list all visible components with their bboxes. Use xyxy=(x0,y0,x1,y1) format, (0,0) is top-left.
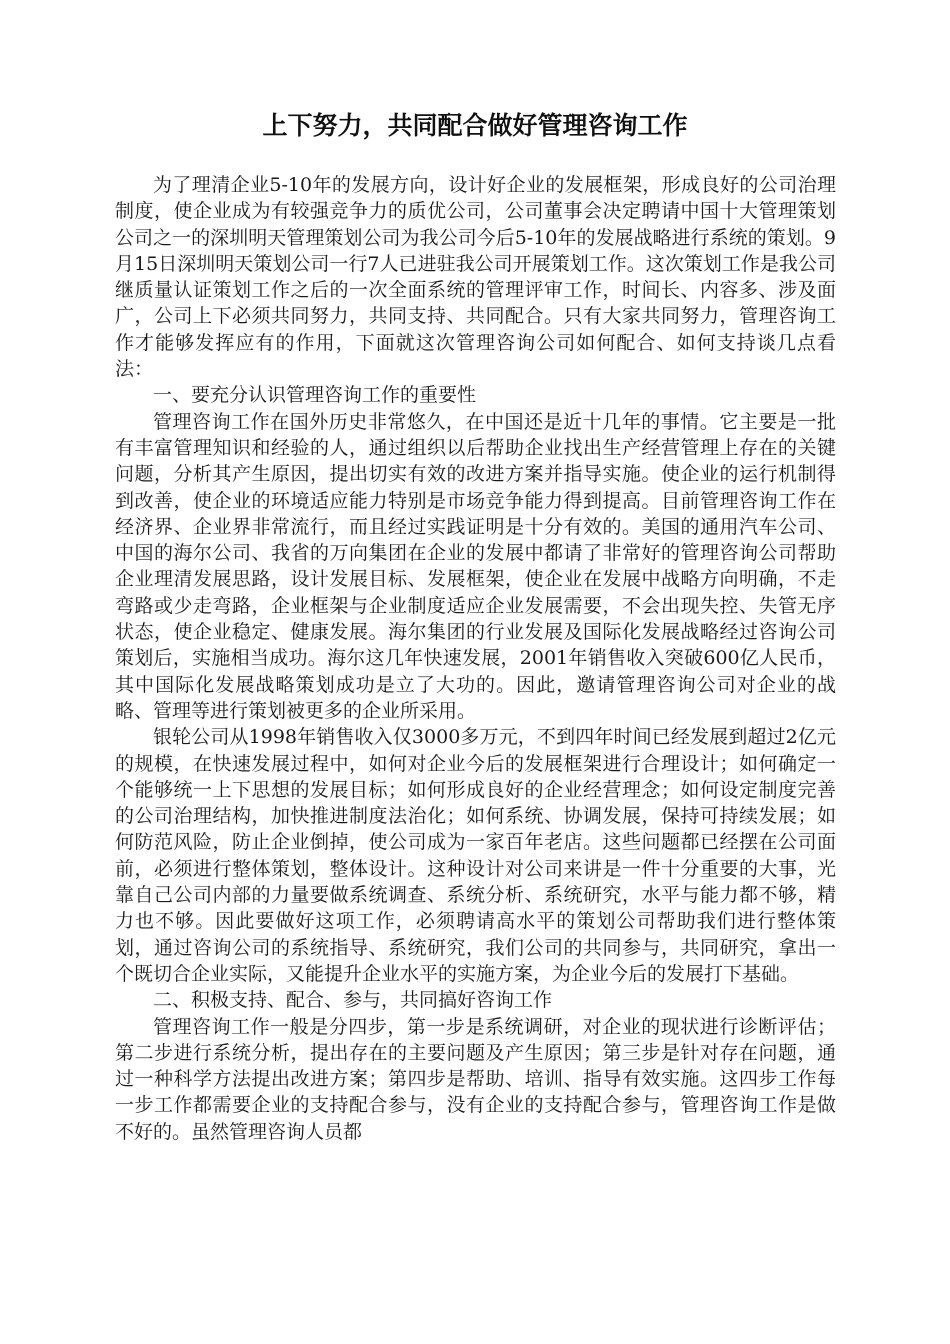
body-paragraph: 银轮公司从1998年销售收入仅3000多万元，不到四年时间已经发展到超过2亿元的规模，在快速发展过程中，如何对企业今后的发展框架进行合理设计；如何确定一个能够统一上下思想的发展目标；如何形成良好的企业经营理念；如何设定制度完善的公司治理结构，加快推进制度法治化；如何系统、协调发展，保持可持续发展；如何防范风险，防止企业倒掉，使公司成为一家百年老店。这些问题都已经摆在公司面前，必须进行整体策划，整体设计。这种设计对公司来讲是一件十分重要的大事，光靠自己公司内部的力量要做系统调查、系统分析、系统研究，水平与能力都不够，精力也不够。因此要做好这项工作，必须聘请高水平的策划公司帮助我们进行整体策划，通过咨询公司的系统指导、系统研究，我们公司的共同参与，共同研究，拿出一个既切合企业实际，又能提升企业水平的实施方案，为企业今后的发展打下基础。 xyxy=(115,726,836,985)
document-title: 上下努力，共同配合做好管理咨询工作 xyxy=(262,111,688,140)
section-heading-2: 二、积极支持、配合、参与，共同搞好咨询工作 xyxy=(153,989,553,1012)
document-body xyxy=(115,172,836,1145)
body-paragraph: 管理咨询工作在国外历史非常悠久，在中国还是近十几年的事情。它主要是一批有丰富管理知识和经验的人，通过组织以后帮助企业找出生产经营管理上存在的关键问题，分析其产生原因，提出切实有效的改进方案并指导实施。使企业的运行机制得到改善，使企业的环境适应能力特别是市场竞争能力得到提高。目前管理咨询工作在经济界、企业界非常流行，而且经过实践证明是十分有效的。美国的通用汽车公司、中国的海尔公司、我省的万向集团在企业的发展中都请了非常好的管理咨询公司帮助企业理清发展思路，设计发展目标、发展框架，使企业在发展中战略方向明确，不走弯路或少走弯路，企业框架与企业制度适应企业发展需要，不会出现失控、失管无序状态，使企业稳定、健康发展。海尔集团的行业发展及国际化发展战略经过咨询公司策划后，实施相当成功。海尔这几年快速发展，2001年销售收入突破600亿人民币，其中国际化发展战略策划成功是立了大功的。因此，邀请管理咨询公司对企业的战略、管理等进行策划被更多的企业所采用。 xyxy=(115,410,836,722)
body-paragraph: 管理咨询工作一般是分四步，第一步是系统调研，对企业的现状进行诊断评估；第二步进行系统分析，提出存在的主要问题及产生原因；第三步是针对存在问题，通过一种科学方法提出改进方案；第四步是帮助、培训、指导有效实施。这四步工作每一步工作都需要企业的支持配合参与，没有企业的支持配合参与，管理咨询工作是做不好的。虽然管理咨询人员都 xyxy=(115,1015,836,1143)
section-heading-1: 一、要充分认识管理咨询工作的重要性 xyxy=(153,384,477,407)
intro-paragraph: 为了理清企业5-10年的发展方向，设计好企业的发展框架，形成良好的公司治理制度，使企业成为有较强竞争力的质优公司，公司董事会决定聘请中国十大管理策划公司之一的深圳明天管理策划公司为我公司今后5-10年的发展战略进行系统的策划。9月15日深圳明天策划公司一行7人已进驻我公司开展策划工作。这次策划工作是我公司继质量认证策划工作之后的一次全面系统的管理评审工作，时间长、内容多、涉及面广，公司上下必须共同努力，共同支持、共同配合。只有大家共同努力，管理咨询工作才能够发挥应有的作用，下面就这次管理咨询公司如何配合、如何支持谈几点看法： xyxy=(115,174,836,381)
